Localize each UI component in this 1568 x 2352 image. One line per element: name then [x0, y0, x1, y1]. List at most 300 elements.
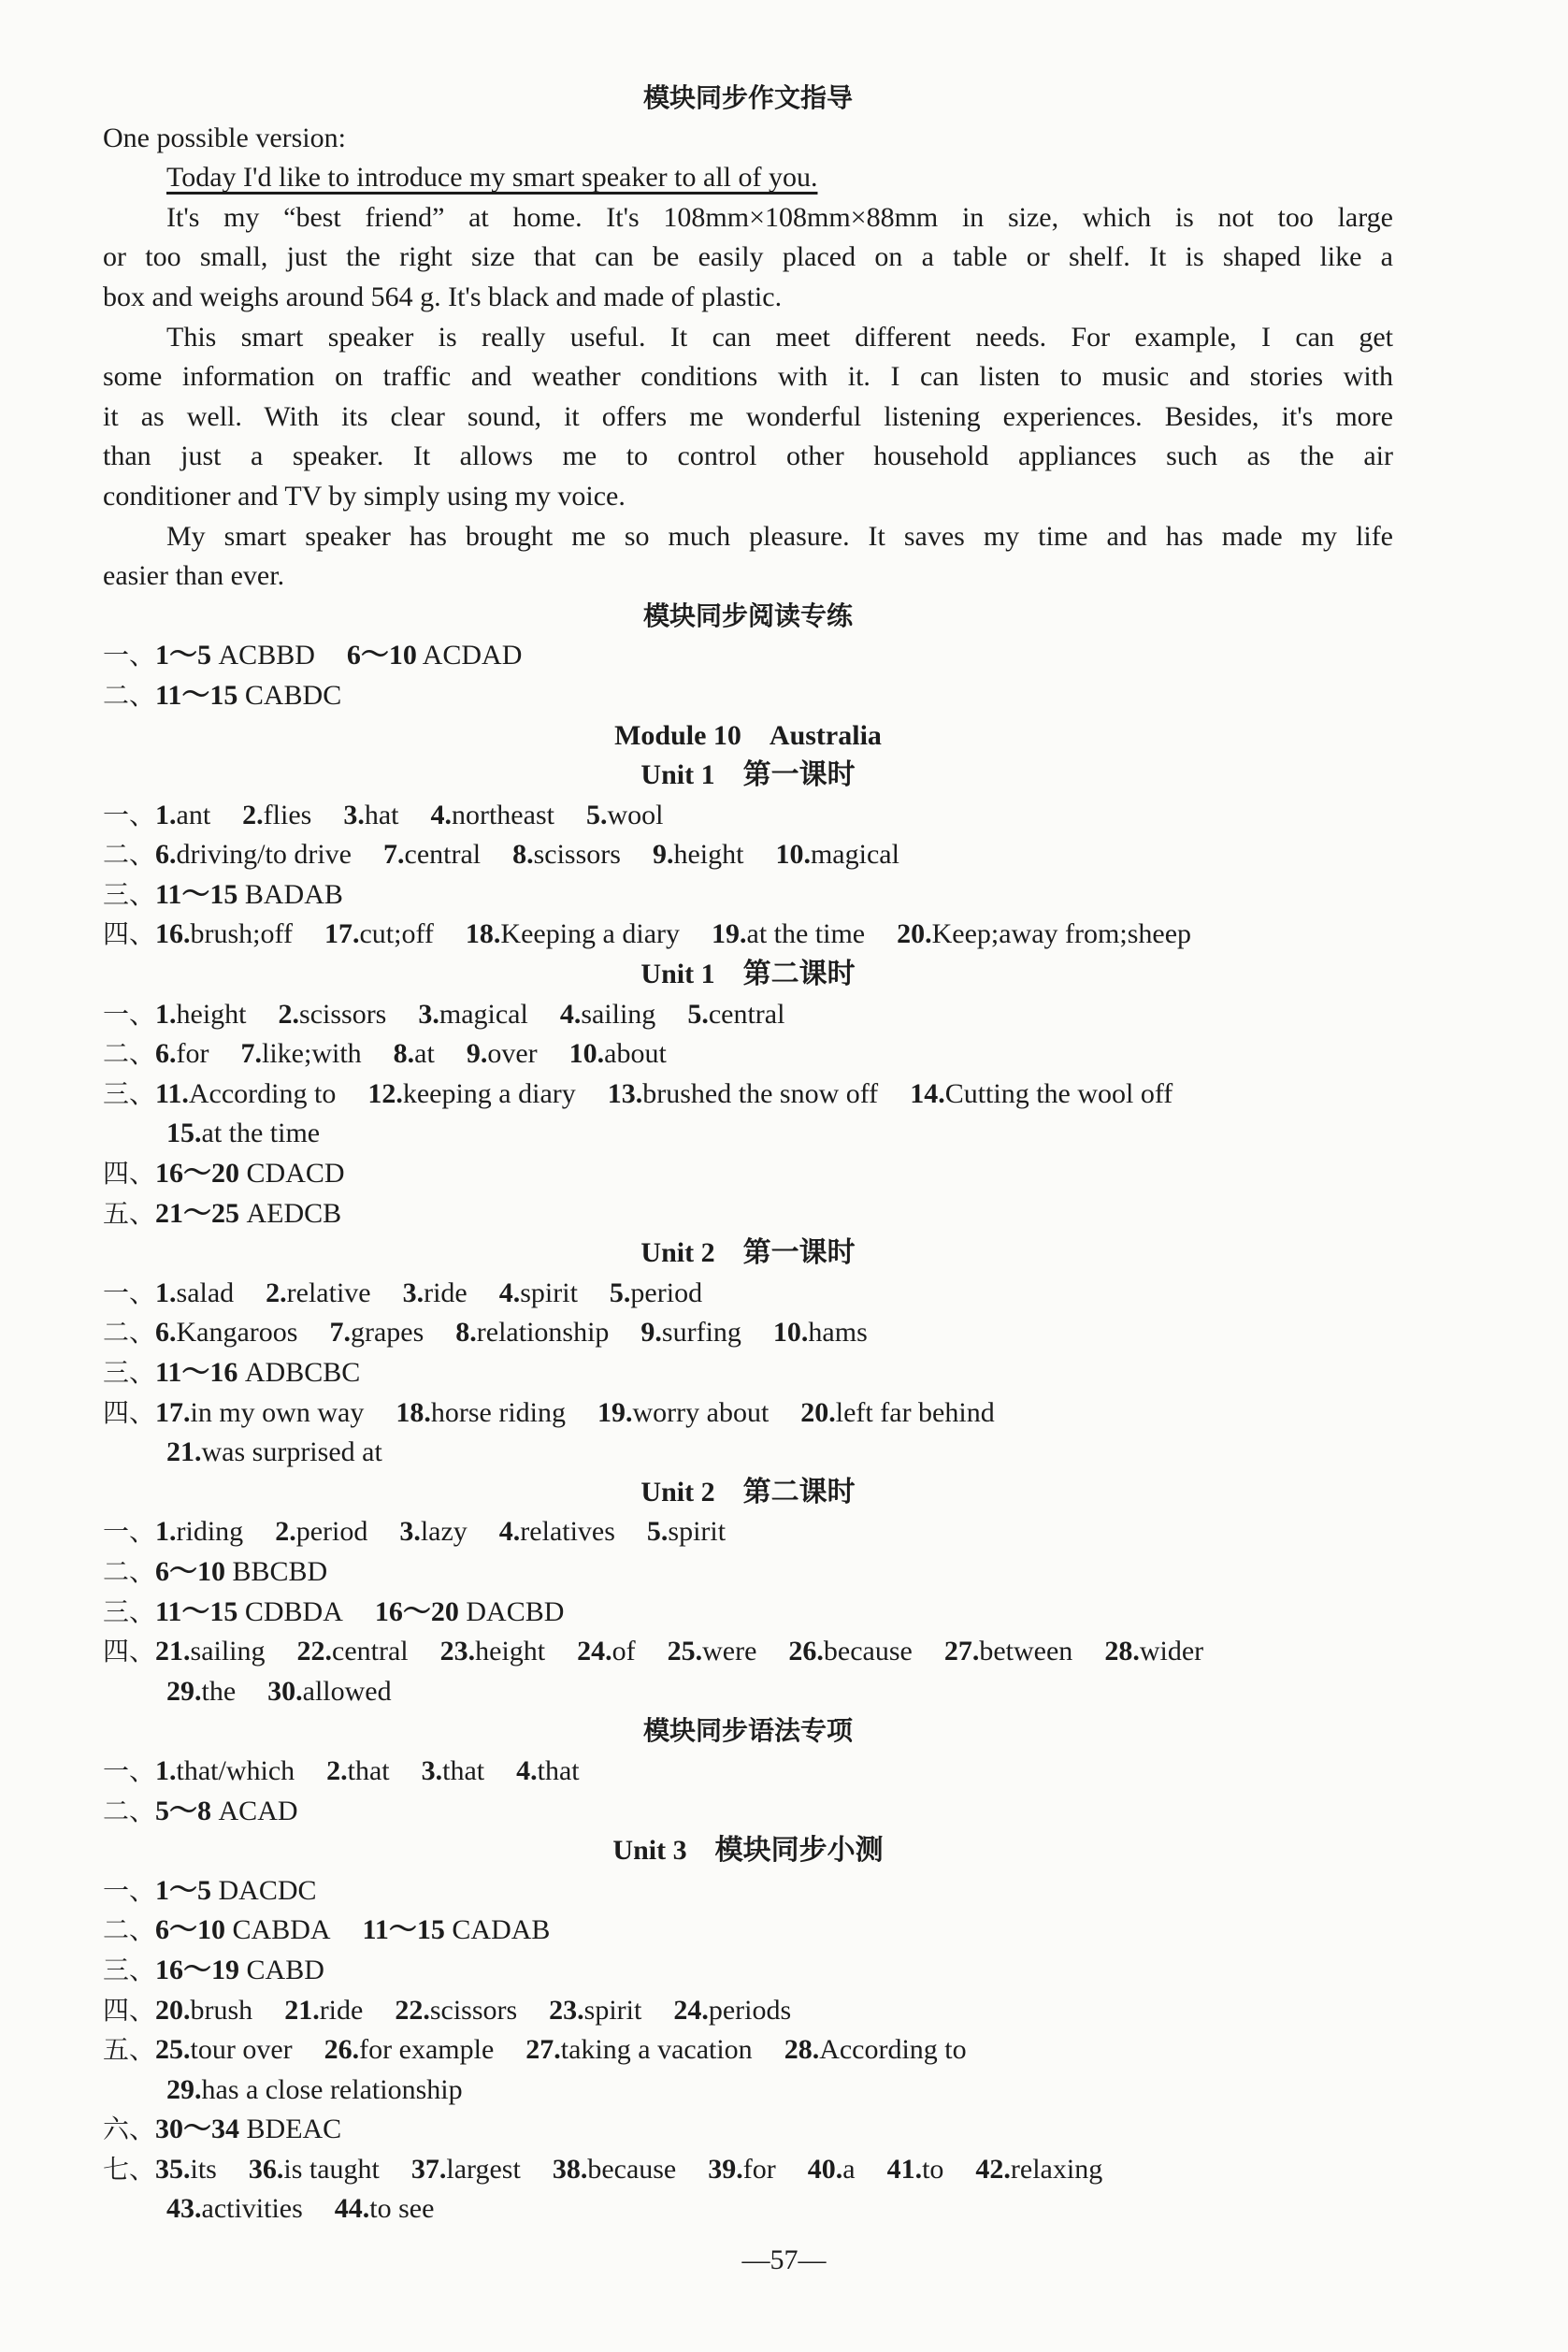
question-group-marker: 五、 [103, 2034, 156, 2066]
answer-item [396, 1397, 566, 1428]
answer-item [784, 2034, 967, 2065]
answer-text: scissors [299, 998, 387, 1030]
answer-text: keeping a diary [402, 1077, 576, 1109]
question-number: 1. [155, 998, 177, 1030]
question-number: 3. [402, 1277, 424, 1308]
question-number: 28. [1104, 1636, 1140, 1667]
answer-text: was surprised at [201, 1436, 382, 1468]
question-group-marker: 二、 [103, 1795, 156, 1826]
answer-text: northeast [451, 799, 554, 830]
answer-row [103, 2110, 1393, 2150]
answer-row [103, 1593, 1393, 1633]
question-number: 14. [910, 1077, 945, 1109]
answer-item [512, 839, 621, 870]
answer-item [103, 2154, 217, 2185]
answer-text: periods [708, 1994, 792, 2026]
question-group-marker: 三、 [103, 878, 156, 910]
answer-item [103, 999, 247, 1030]
question-number: 20. [155, 1994, 191, 2026]
answer-text: Cutting the wool off [944, 1077, 1173, 1109]
answer-text: that [442, 1754, 485, 1786]
answer-item [103, 2034, 293, 2065]
question-number: 24. [577, 1636, 612, 1667]
essay-line: or too small, just the right size that can be easily placed on a table or shelf. It is shaped like a [103, 241, 1393, 273]
question-number: 1. [155, 799, 177, 830]
answer-text: to [922, 2153, 944, 2185]
answer-item [430, 800, 554, 830]
answer-text: Keeping a diary [500, 918, 680, 950]
answer-text: hat [364, 799, 399, 830]
question-number: 18. [465, 918, 501, 950]
answer-text: spirit [583, 1994, 642, 2026]
answer-item [103, 839, 352, 870]
answer-text: ACDAD [416, 640, 523, 671]
question-number: 44. [334, 2193, 370, 2225]
answer-row [103, 1752, 1393, 1792]
answer-text: CDACD [239, 1158, 345, 1190]
answer-row [103, 2071, 1393, 2111]
question-number: 1～5 [155, 1874, 212, 1906]
answer-item [324, 2034, 495, 2065]
question-number: 3. [343, 799, 365, 830]
question-number: 30～34 [155, 2114, 240, 2145]
answer-text: allowed [302, 1675, 392, 1707]
answer-row [103, 2030, 1393, 2071]
answer-item [668, 1636, 757, 1667]
question-group-marker: 四、 [103, 1396, 156, 1428]
essay-line: conditioner and TV by simply using my voice. [103, 480, 626, 512]
question-group-marker: 一、 [103, 640, 156, 671]
answer-item [640, 1317, 741, 1348]
answer-item [266, 1277, 370, 1308]
answer-text: magical [810, 839, 899, 871]
answer-item [516, 1755, 580, 1786]
answer-item [897, 918, 1191, 949]
answer-item [103, 1038, 209, 1069]
answer-item [403, 1277, 468, 1308]
answer-item [103, 1596, 343, 1627]
answer-text: because [587, 2153, 677, 2185]
essay-line: It's my “best friend” at home. It's 108mm×108mm×88mm in size, which is not too large [166, 201, 1393, 233]
answer-text: central [708, 998, 785, 1030]
question-number: 29. [166, 1675, 202, 1707]
question-number: 43. [166, 2193, 202, 2225]
question-number: 5. [646, 1516, 669, 1548]
question-number: 38. [552, 2153, 588, 2185]
question-number: 16～19 [155, 1954, 240, 1985]
question-number: 40. [807, 2153, 843, 2185]
answer-item [103, 800, 210, 830]
answer-text: its [190, 2153, 217, 2185]
answer-item [166, 2074, 463, 2105]
question-number: 26. [788, 1636, 824, 1667]
answer-item [166, 1118, 320, 1148]
answer-item [788, 1636, 912, 1667]
answer-text: relative [286, 1277, 371, 1308]
question-number: 1. [155, 1277, 177, 1308]
answer-item [610, 1277, 702, 1308]
question-number: 6. [155, 839, 177, 871]
answer-text: for [176, 1038, 209, 1070]
question-number: 1. [155, 1754, 177, 1786]
question-group-marker: 一、 [103, 998, 156, 1030]
reading-answers [103, 636, 1393, 715]
answer-text: central [332, 1636, 409, 1667]
question-number: 2. [275, 1516, 296, 1548]
answer-item [367, 1078, 575, 1109]
answer-text: spirit [668, 1516, 726, 1548]
answer-item [466, 918, 680, 949]
answer-text: period [295, 1516, 368, 1548]
answer-text: left far behind [835, 1396, 995, 1428]
question-group-marker: 三、 [103, 1595, 156, 1627]
answer-text: height [673, 839, 744, 871]
answer-item [249, 2154, 380, 2185]
essay-line: easier than ever. [103, 560, 285, 592]
question-number: 10. [568, 1038, 605, 1070]
answer-text: CABD [239, 1954, 324, 1985]
answer-text: that/which [176, 1754, 295, 1786]
answer-text: flies [263, 799, 312, 830]
answer-row [103, 1154, 1393, 1194]
answer-row [103, 1991, 1393, 2031]
answer-text: relaxing [1010, 2153, 1103, 2185]
question-group-marker: 二、 [103, 839, 156, 871]
answer-text: height [475, 1636, 546, 1667]
answer-item [712, 918, 865, 949]
question-group-marker: 四、 [103, 918, 156, 950]
answer-text: BADAB [237, 878, 343, 910]
answer-text: largest [446, 2153, 521, 2185]
answer-item [411, 2154, 521, 2185]
answer-text: AEDCB [239, 1197, 342, 1229]
answer-text: According to [819, 2034, 967, 2066]
question-group-marker: 二、 [103, 1317, 156, 1349]
answer-row [103, 1792, 1393, 1832]
answer-text: to see [369, 2193, 435, 2225]
answer-item [335, 2193, 435, 2224]
answer-item [499, 1277, 578, 1308]
question-number: 9. [652, 839, 674, 871]
question-number: 4. [498, 1516, 521, 1548]
question-number: 16～20 [374, 1595, 459, 1627]
answer-item [708, 2154, 775, 2185]
answer-item [597, 1397, 769, 1428]
question-group-marker: 二、 [103, 1914, 156, 1946]
answer-text: DACDC [211, 1874, 317, 1906]
answer-item [103, 680, 341, 711]
question-number: 4. [430, 799, 452, 830]
answer-item [103, 1277, 234, 1308]
answer-row [103, 1034, 1393, 1075]
question-number: 17. [155, 1396, 191, 1428]
question-group-marker: 五、 [103, 1197, 156, 1229]
answer-item [275, 1516, 367, 1547]
answer-item [241, 1038, 362, 1069]
answer-item [422, 1755, 485, 1786]
question-number: 19. [597, 1396, 633, 1428]
answer-item [103, 1636, 266, 1667]
question-number: 11～15 [362, 1914, 445, 1946]
answer-row [103, 995, 1393, 1035]
answer-item [775, 839, 899, 870]
answer-item [103, 1955, 324, 1985]
question-number: 3. [418, 998, 439, 1030]
answer-text: that [537, 1754, 580, 1786]
answer-item [944, 1636, 1072, 1667]
question-number: 9. [640, 1317, 662, 1349]
answer-item [499, 1516, 615, 1547]
question-number: 5～8 [155, 1795, 212, 1826]
question-number: 22. [296, 1636, 333, 1667]
page-content [103, 79, 1393, 2229]
answer-text: ACBBD [211, 640, 315, 671]
answer-row [103, 1951, 1393, 1991]
answer-text: relatives [520, 1516, 615, 1548]
answer-item [560, 999, 656, 1030]
answer-text: over [487, 1038, 538, 1070]
question-number: 1～5 [155, 640, 212, 671]
answer-item [549, 1995, 641, 2026]
answer-text: in my own way [190, 1396, 365, 1428]
question-group-marker: 七、 [103, 2153, 156, 2185]
question-number: 6～10 [346, 640, 417, 671]
answer-item [467, 1038, 538, 1069]
section-heading: Unit 1 第一课时 [640, 759, 856, 791]
essay-line: than just a speaker. It allows me to control other household appliances such as the air [103, 440, 1393, 472]
answer-item [800, 1397, 994, 1428]
answer-text: the [201, 1675, 237, 1707]
answer-text: like;with [262, 1038, 362, 1070]
answer-text: BDEAC [239, 2114, 342, 2145]
section-heading: 模块同步语法专项 [642, 1715, 853, 1747]
answer-item [103, 1796, 298, 1826]
answer-row [103, 676, 1393, 716]
answer-text: magical [439, 998, 528, 1030]
answer-item [394, 1038, 435, 1069]
answer-item [363, 1914, 551, 1945]
question-number: 20. [800, 1396, 836, 1428]
answer-item [773, 1317, 868, 1348]
answer-item [687, 999, 784, 1030]
question-number: 22. [395, 1994, 430, 2026]
question-number: 4. [559, 998, 582, 1030]
question-number: 2. [326, 1754, 348, 1786]
answer-text: for [742, 2153, 776, 2185]
answer-text: ride [319, 1994, 364, 2026]
answer-item [525, 2034, 752, 2065]
answer-item [910, 1078, 1172, 1109]
answer-text: taking a vacation [560, 2034, 753, 2066]
answer-text: hams [808, 1317, 868, 1349]
answer-row [103, 1552, 1393, 1593]
answer-item [347, 640, 523, 671]
question-number: 27. [943, 1636, 980, 1667]
question-number: 29. [166, 2073, 202, 2105]
answer-text: scissors [429, 1994, 518, 2026]
essay-intro: One possible version: [103, 122, 346, 153]
answer-text: CADAB [444, 1914, 551, 1946]
question-group-marker: 一、 [103, 1874, 156, 1906]
answer-text: horse riding [430, 1396, 566, 1428]
question-group-marker: 一、 [103, 1754, 156, 1786]
answer-text: of [611, 1636, 636, 1667]
answer-item [103, 1357, 360, 1388]
answer-item [103, 1158, 345, 1189]
question-number: 23. [439, 1636, 476, 1667]
answer-row [103, 1871, 1393, 1912]
answer-item [647, 1516, 726, 1547]
answer-row [103, 1672, 1393, 1712]
answer-row [103, 915, 1393, 955]
question-number: 19. [712, 918, 747, 950]
answer-row [103, 1632, 1393, 1672]
answer-row [103, 1075, 1393, 1115]
question-number: 7. [240, 1038, 262, 1070]
answer-item [103, 1875, 317, 1906]
question-number: 41. [886, 2153, 923, 2185]
answer-item [395, 1995, 517, 2026]
question-number: 17. [324, 918, 360, 950]
essay-opening-sentence: Today I'd like to introduce my smart speaker to all of you. [166, 162, 818, 194]
answer-text: scissors [533, 839, 621, 871]
answer-item [887, 2154, 944, 2185]
question-number: 4. [498, 1277, 521, 1308]
answer-item [673, 1995, 791, 2026]
answer-item [455, 1317, 609, 1348]
answer-item [103, 879, 343, 910]
question-group-marker: 二、 [103, 679, 156, 711]
question-number: 39. [708, 2153, 743, 2185]
question-number: 21. [166, 1436, 202, 1468]
answer-text: about [604, 1038, 667, 1070]
answer-item [166, 1676, 236, 1707]
answer-text: for example [359, 2034, 495, 2066]
answer-text: riding [176, 1516, 244, 1548]
answer-text: worry about [632, 1396, 770, 1428]
essay-line: This smart speaker is really useful. It can meet different needs. For example, I can get [166, 321, 1393, 353]
question-group-marker: 三、 [103, 1077, 156, 1109]
question-number: 8. [393, 1038, 415, 1070]
essay-line: some information on traffic and weather conditions with it. I can listen to music and stories with [103, 361, 1393, 393]
question-number: 7. [329, 1317, 351, 1349]
answer-item [383, 839, 481, 870]
answer-row [103, 2150, 1393, 2190]
question-group-marker: 三、 [103, 1357, 156, 1388]
question-number: 3. [399, 1516, 421, 1548]
answer-text: relationship [476, 1317, 610, 1349]
question-group-marker: 一、 [103, 1516, 156, 1548]
answer-text: tour over [190, 2034, 293, 2066]
answer-row [103, 1393, 1393, 1434]
answer-text: CABDC [237, 679, 342, 711]
essay-line: it as well. With its clear sound, it offers me wonderful listening experiences. Besides, it's more [103, 400, 1393, 432]
answer-row [103, 1274, 1393, 1314]
question-number: 3. [421, 1754, 443, 1786]
question-number: 21. [155, 1636, 191, 1667]
question-number: 2. [278, 998, 300, 1030]
answer-item [653, 839, 744, 870]
answer-item [375, 1596, 565, 1627]
answer-item [103, 640, 315, 671]
question-number: 2. [266, 1277, 287, 1308]
question-number: 5. [687, 998, 709, 1030]
answer-text: ride [424, 1277, 468, 1308]
question-number: 13. [607, 1077, 643, 1109]
question-number: 21～25 [155, 1197, 240, 1229]
answer-row [103, 1353, 1393, 1393]
answer-text: has a close relationship [201, 2073, 463, 2105]
answer-row [103, 2189, 1393, 2229]
answer-item [103, 1995, 252, 2026]
answer-sections [103, 756, 1393, 2229]
answer-item [103, 1516, 243, 1547]
answer-text: surfing [661, 1317, 741, 1349]
answer-text: wider [1139, 1636, 1204, 1667]
question-number: 6～10 [155, 1555, 226, 1587]
answer-item [324, 918, 434, 949]
question-number: 16. [155, 918, 191, 950]
answer-text: that [347, 1754, 390, 1786]
answer-text: BBCBD [225, 1555, 328, 1587]
question-number: 8. [512, 839, 534, 871]
question-group-marker: 一、 [103, 799, 156, 830]
question-number: 4. [516, 1754, 538, 1786]
question-number: 5. [609, 1277, 631, 1308]
answer-text: cut;off [359, 918, 434, 950]
question-number: 25. [667, 1636, 703, 1667]
answer-text: were [702, 1636, 757, 1667]
question-number: 26. [324, 2034, 360, 2066]
answer-item [103, 1078, 336, 1109]
answer-item [297, 1636, 409, 1667]
question-number: 11. [155, 1077, 189, 1109]
section-heading: Unit 1 第二课时 [640, 959, 856, 990]
answer-item [569, 1038, 667, 1069]
answer-item [103, 2114, 341, 2144]
question-number: 37. [410, 2153, 447, 2185]
answer-item [343, 800, 398, 830]
essay-heading: 模块同步作文指导 [642, 82, 853, 113]
answer-item [103, 1755, 295, 1786]
question-number: 16～20 [155, 1158, 240, 1190]
answer-item [103, 1914, 331, 1945]
question-number: 9. [466, 1038, 488, 1070]
answer-text: central [404, 839, 482, 871]
answer-row [103, 1433, 1393, 1473]
answer-text: sailing [581, 998, 656, 1030]
question-number: 15. [166, 1118, 202, 1149]
answer-item [242, 800, 311, 830]
answer-item [399, 1516, 467, 1547]
answer-item [103, 1556, 327, 1587]
answer-text: brushed the snow off [642, 1077, 879, 1109]
answer-row [103, 835, 1393, 875]
section-heading: Unit 2 第一课时 [640, 1237, 856, 1269]
answer-text: at [414, 1038, 435, 1070]
section-heading: Unit 2 第二课时 [640, 1476, 856, 1508]
essay-line: My smart speaker has brought me so much pleasure. It saves my time and has made my life [166, 520, 1393, 552]
answer-item [553, 2154, 676, 2185]
answer-text: Kangaroos [176, 1317, 298, 1349]
answer-text: period [630, 1277, 703, 1308]
answer-item [103, 918, 293, 949]
answer-item [103, 1397, 364, 1428]
answer-item [103, 1317, 297, 1348]
module-title: Module 10 Australia [614, 719, 882, 751]
answer-row [103, 1194, 1393, 1234]
answer-item [267, 1676, 391, 1707]
